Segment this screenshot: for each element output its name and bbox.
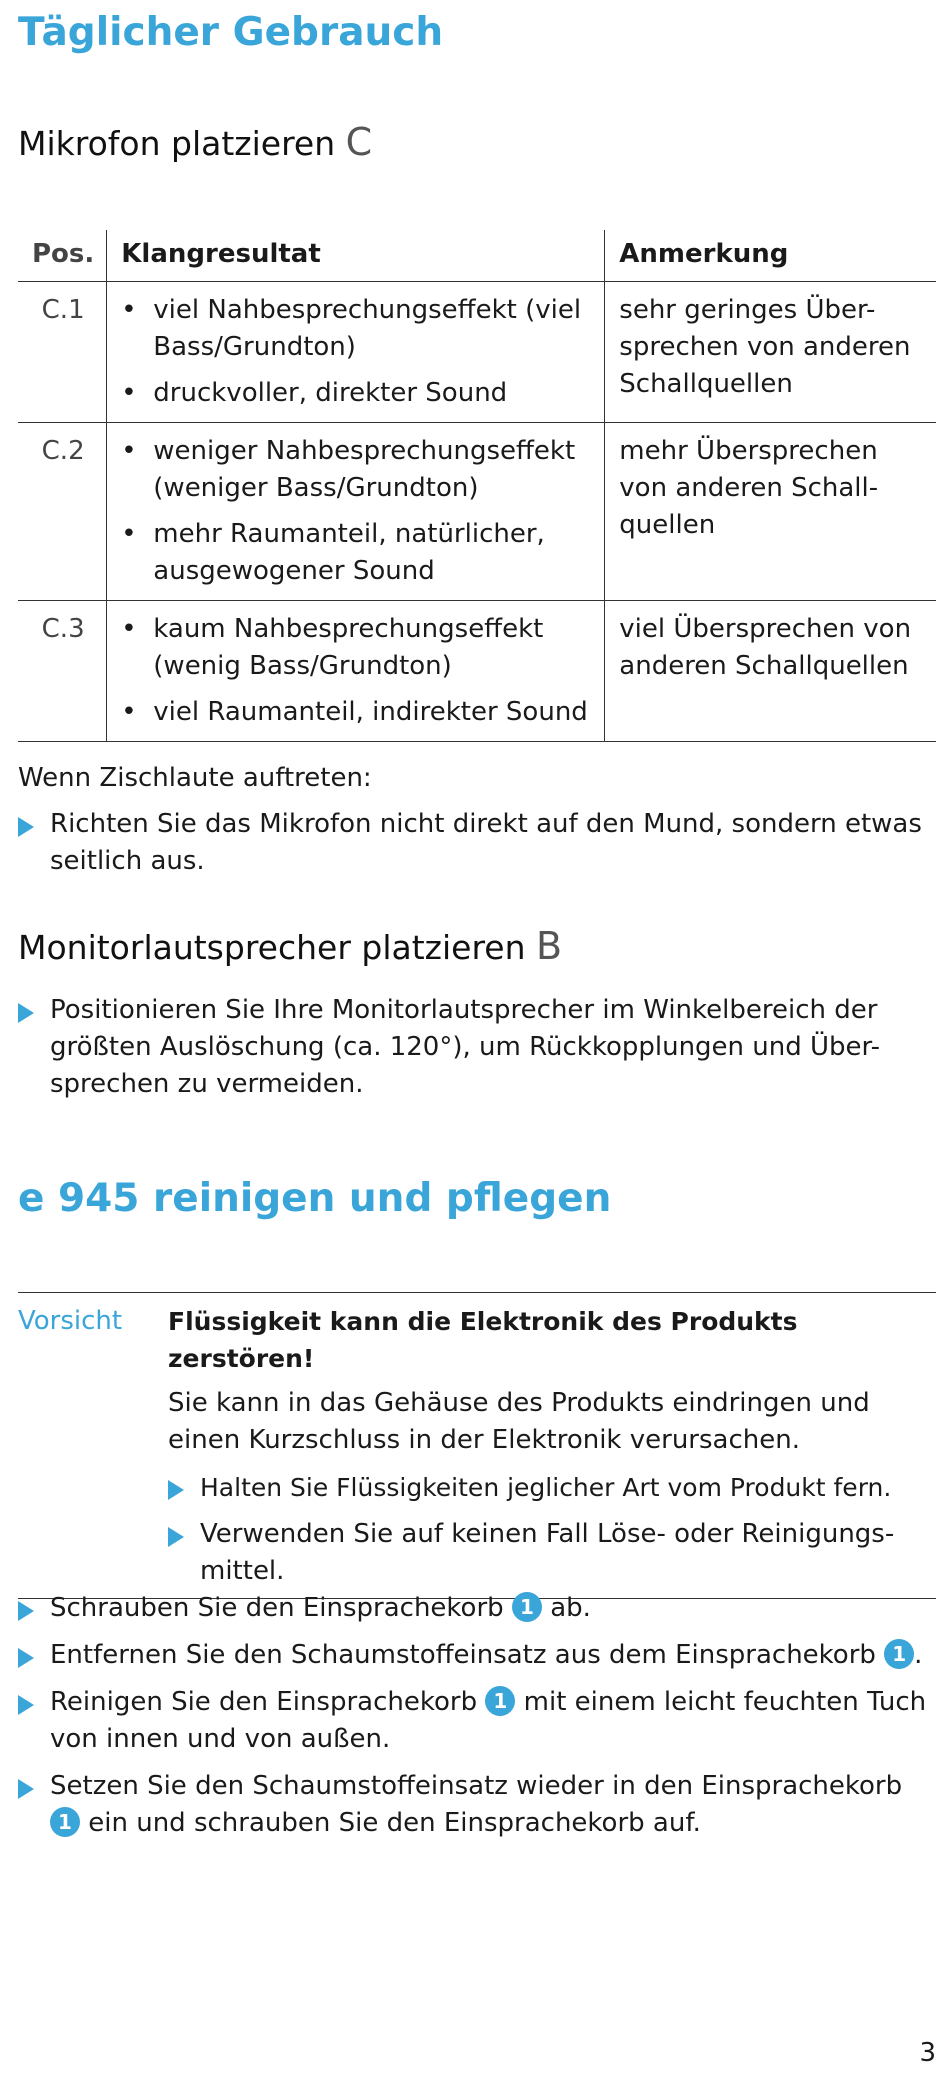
pos-cell: C.3 xyxy=(18,601,107,742)
step-text: Schrauben Sie den Einsprachekorb 1 ab. xyxy=(50,1593,591,1623)
result-item: druckvoller, direkter Sound xyxy=(153,378,508,408)
cleaning-step xyxy=(18,1590,936,1627)
result-item: mehr Raumanteil, natürlicher, ausgewogener Sound xyxy=(153,519,545,586)
monitor-step xyxy=(18,992,936,1103)
col-header-result: Klangresultat xyxy=(107,230,605,282)
arrow-icon xyxy=(18,1590,50,1627)
monitor-heading xyxy=(18,926,562,968)
caution-step xyxy=(168,1516,936,1590)
item-number-badge: 1 xyxy=(485,1686,515,1716)
table-row xyxy=(18,282,936,423)
step-text: Setzen Sie den Schaumstoffeinsatz wieder in den Einsprachekorb 1 ein und schrauben Sie den Einsprachekorb auf. xyxy=(50,1771,903,1838)
result-cell: • weniger Nahbesprechungseffekt (weniger Bass/Grundton) • mehr Raumanteil, natürlicher, ausgewogener Sound xyxy=(107,423,605,601)
result-cell: • viel Nahbesprechungseffekt (viel Bass/Grundton) • druckvoller, direkter Sound xyxy=(107,282,605,423)
step-text: Entfernen Sie den Schaumstoffeinsatz aus dem Einsprachekorb 1 . xyxy=(50,1640,923,1670)
sibilance-step xyxy=(18,806,936,880)
page-number: 3 xyxy=(919,2038,936,2068)
item-number-badge: 1 xyxy=(50,1807,80,1837)
mic-heading xyxy=(18,122,372,164)
table-row xyxy=(18,423,936,601)
note-cell: viel Übersprechen von anderen Schallquellen xyxy=(605,601,936,742)
arrow-icon xyxy=(18,1768,50,1842)
result-item: weniger Nahbesprechungseffekt (weniger Bass/Grundton) xyxy=(153,436,576,503)
caution-label: Vorsicht xyxy=(18,1306,123,1336)
result-cell: • kaum Nahbesprechungseffekt (wenig Bass/Grundton) • viel Raumanteil, indirekter Sound xyxy=(107,601,605,742)
table-row xyxy=(18,601,936,742)
caution-text: Sie kann in das Gehäuse des Produkts eindringen und einen Kurzschluss in der Elektronik verursachen. xyxy=(168,1388,870,1455)
arrow-icon xyxy=(18,1637,50,1674)
mic-heading-text: Mikrofon platzieren xyxy=(18,124,336,163)
arrow-icon xyxy=(168,1516,200,1590)
monitor-heading-text: Monitorlautsprecher platzieren xyxy=(18,928,526,967)
step-text: Positionieren Sie Ihre Monitorlautsprecher im Winkelbereich der größten Auslöschung (ca. 120°), um Rückkopplungen und Über-sprechen zu vermeiden. xyxy=(50,995,880,1099)
placement-table xyxy=(18,230,936,742)
pos-cell: C.2 xyxy=(18,423,107,601)
cleaning-steps xyxy=(18,1590,936,1842)
pos-cell: C.1 xyxy=(18,282,107,423)
step-text: Halten Sie Flüssigkeiten jeglicher Art vom Produkt fern. xyxy=(200,1473,892,1502)
note-cell: sehr geringes Über-sprechen von anderen Schallquellen xyxy=(605,282,936,423)
result-item: viel Nahbesprechungseffekt (viel Bass/Grundton) xyxy=(153,295,582,362)
caution-box xyxy=(18,1292,936,1599)
note-cell: mehr Übersprechen von anderen Schall-quellen xyxy=(605,423,936,601)
step-text: Verwenden Sie auf keinen Fall Löse- oder Reinigungs-mittel. xyxy=(200,1519,895,1586)
caution-headline: Flüssigkeit kann die Elektronik des Produkts zerstören! xyxy=(168,1307,798,1373)
step-text: Reinigen Sie den Einsprachekorb 1 mit einem leicht feuchten Tuch von innen und von außen. xyxy=(50,1687,927,1754)
arrow-icon xyxy=(168,1469,200,1506)
col-header-note: Anmerkung xyxy=(605,230,936,282)
section-title-cleaning: e 945 reinigen und pflegen xyxy=(18,1176,612,1221)
section-title-daily-use: Täglicher Gebrauch xyxy=(18,10,444,55)
arrow-icon xyxy=(18,1684,50,1758)
item-number-badge: 1 xyxy=(884,1639,914,1669)
caution-step xyxy=(168,1469,936,1506)
step-text: Richten Sie das Mikrofon nicht direkt auf den Mund, sondern etwas seitlich aus. xyxy=(50,809,922,876)
cleaning-step xyxy=(18,1637,936,1674)
item-number-badge: 1 xyxy=(512,1592,542,1622)
arrow-icon xyxy=(18,806,50,880)
figure-ref-b: B xyxy=(536,924,563,968)
figure-ref-c: C xyxy=(345,120,373,164)
arrow-icon xyxy=(18,992,50,1103)
sibilance-intro: Wenn Zischlaute auftreten: xyxy=(18,763,372,793)
cleaning-step xyxy=(18,1768,936,1842)
cleaning-step xyxy=(18,1684,936,1758)
result-item: viel Raumanteil, indirekter Sound xyxy=(153,697,588,727)
col-header-pos: Pos. xyxy=(18,230,107,282)
result-item: kaum Nahbesprechungseffekt (wenig Bass/Grundton) xyxy=(153,614,544,681)
